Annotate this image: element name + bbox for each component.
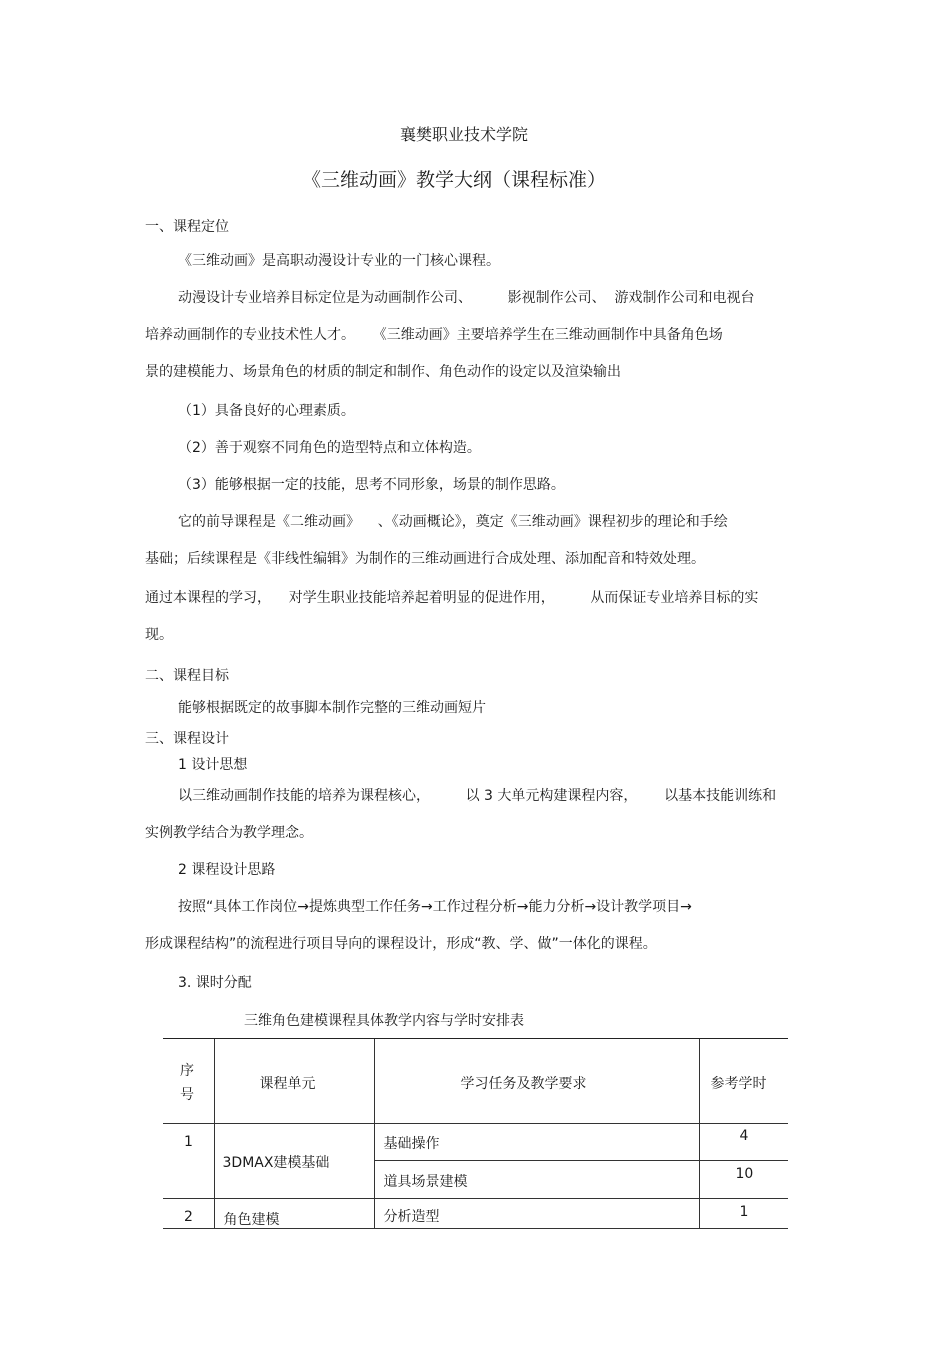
table-row bbox=[163, 1124, 788, 1161]
header-hours bbox=[699, 1039, 788, 1124]
school-name: 襄樊职业技术学院 bbox=[400, 125, 529, 144]
row2-no-value: 2 bbox=[184, 1209, 193, 1225]
section1-p2-line2: 培养动画制作的专业技术性人才。 《三维动画》主要培养学生在三维动画制作中具备角色场 bbox=[145, 327, 723, 343]
section1-p3-line4: 现。 bbox=[145, 627, 173, 643]
row1-hours-a-value: 4 bbox=[739, 1128, 749, 1144]
section2-p1: 能够根据既定的故事脚本制作完整的三维动画短片 bbox=[178, 700, 486, 716]
row2-hours-value: 1 bbox=[739, 1204, 749, 1220]
schedule-table bbox=[163, 1038, 788, 1229]
row2-hours bbox=[699, 1199, 788, 1229]
row2-task-value: 分析造型 bbox=[383, 1209, 440, 1225]
header-task bbox=[374, 1039, 699, 1124]
section3-p2-line2: 形成课程结构”的流程进行项目导向的课程设计，形成“教、学、做”一体化的课程。 bbox=[145, 936, 657, 952]
row2-unit bbox=[214, 1199, 374, 1229]
row1-hours-a bbox=[699, 1124, 788, 1161]
row2-unit-value: 角色建模 bbox=[223, 1212, 280, 1228]
section2-heading: 二、课程目标 bbox=[145, 668, 229, 684]
section3-sub3: 3. 课时分配 bbox=[178, 975, 252, 991]
row1-task-a bbox=[374, 1124, 699, 1161]
header-unit bbox=[214, 1039, 374, 1124]
row1-hours-b-value: 10 bbox=[735, 1166, 754, 1182]
header-no bbox=[163, 1039, 214, 1124]
row1-no-value: 1 bbox=[184, 1134, 193, 1150]
row1-hours-b bbox=[699, 1161, 788, 1199]
row1-task-a-value: 基础操作 bbox=[383, 1136, 440, 1152]
section3-p1-line2: 实例教学结合为教学理念。 bbox=[145, 825, 313, 841]
header-task-label: 学习任务及教学要求 bbox=[460, 1076, 587, 1092]
section3-heading: 三、课程设计 bbox=[145, 731, 229, 747]
table-caption: 三维角色建模课程具体教学内容与学时安排表 bbox=[244, 1013, 524, 1029]
section3-sub1: 1 设计思想 bbox=[178, 757, 248, 773]
row2-task bbox=[374, 1199, 699, 1229]
section1-p2-line1: 动漫设计专业培养目标定位是为动画制作公司、 影视制作公司、 游戏制作公司和电视台 bbox=[178, 290, 755, 306]
header-no-char2: 号 bbox=[180, 1087, 194, 1103]
section1-item3: （3）能够根据一定的技能，思考不同形象，场景的制作思路。 bbox=[178, 477, 565, 493]
section1-item2: （2）善于观察不同角色的造型特点和立体构造。 bbox=[178, 440, 481, 456]
row2-no bbox=[163, 1199, 214, 1229]
row1-task-b-value: 道具场景建模 bbox=[383, 1174, 468, 1190]
row1-unit-value: 3DMAX建模基础 bbox=[222, 1155, 330, 1171]
section3-p1-line1: 以三维动画制作技能的培养为课程核心， 以 3 大单元构建课程内容， 以基本技能训练和 bbox=[178, 788, 777, 804]
section3-p2-line1: 按照“具体工作岗位→提炼典型工作任务→工作过程分析→能力分析→设计教学项目→ bbox=[178, 899, 692, 915]
header-hours-label: 参考学时 bbox=[710, 1076, 767, 1092]
row1-task-b bbox=[374, 1161, 699, 1199]
section1-p1: 《三维动画》是高职动漫设计专业的一门核心课程。 bbox=[178, 253, 500, 269]
section3-sub2: 2 课程设计思路 bbox=[178, 862, 276, 878]
section1-item1: （1）具备良好的心理素质。 bbox=[178, 403, 355, 419]
row1-no bbox=[163, 1124, 214, 1199]
header-no-char1: 序 bbox=[180, 1063, 194, 1079]
header-unit-label: 课程单元 bbox=[259, 1076, 316, 1092]
row1-unit bbox=[214, 1124, 374, 1199]
table-row bbox=[163, 1199, 788, 1229]
section1-p3-line1: 它的前导课程是《二维动画》 、《动画概论》，奠定《三维动画》课程初步的理论和手绘 bbox=[178, 514, 728, 530]
section1-p3-line2: 基础；后续课程是《非线性编辑》为制作的三维动画进行合成处理、添加配音和特效处理。 bbox=[145, 551, 705, 567]
section1-heading: 一、课程定位 bbox=[145, 219, 229, 235]
section1-p2-line3: 景的建模能力、场景角色的材质的制定和制作、角色动作的设定以及渲染输出 bbox=[145, 364, 621, 380]
section1-p3-line3: 通过本课程的学习， 对学生职业技能培养起着明显的促进作用， 从而保证专业培养目标的实 bbox=[145, 590, 759, 606]
document-title: 《三维动画》教学大纲（课程标准） bbox=[302, 169, 607, 191]
table-header-row bbox=[163, 1039, 788, 1124]
